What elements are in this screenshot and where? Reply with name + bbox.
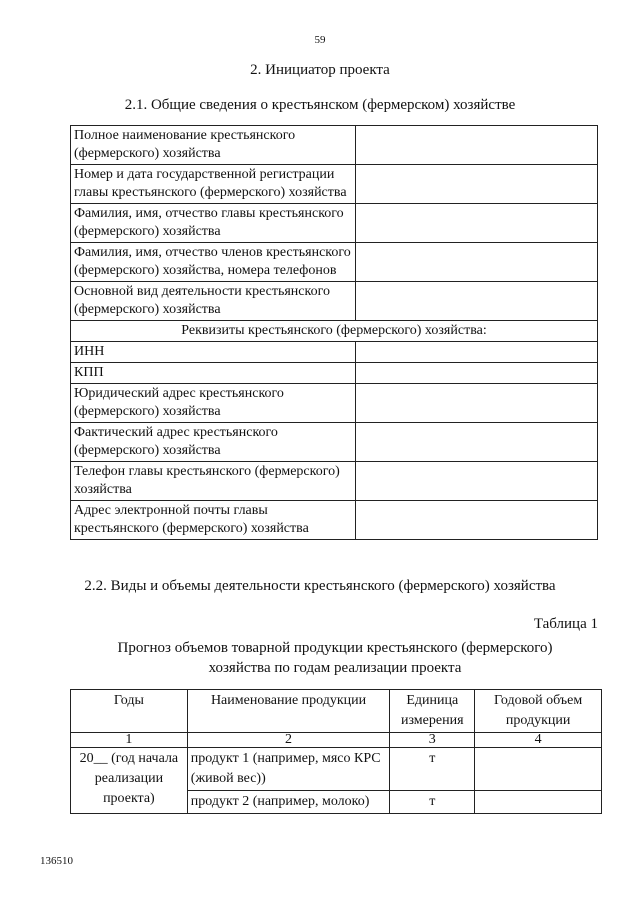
info-value — [356, 423, 598, 462]
info-value — [356, 342, 598, 363]
production-table — [70, 689, 602, 814]
column-number: 2 — [187, 733, 390, 748]
product-unit: т — [390, 748, 475, 791]
info-label: Фамилия, имя, отчество членов крестьянского (фермерского) хозяйства, номера телефонов — [71, 243, 356, 282]
column-header-volume: Годовой объем продукции — [475, 690, 602, 733]
info-label: ИНН — [71, 342, 356, 363]
info-label: Фамилия, имя, отчество главы крестьянского (фермерского) хозяйства — [71, 204, 356, 243]
table-row — [71, 748, 602, 791]
product-volume — [475, 791, 602, 814]
column-header-years: Годы — [71, 690, 188, 733]
info-value — [356, 204, 598, 243]
footer-code: 136510 — [40, 855, 73, 867]
info-value — [356, 363, 598, 384]
info-label: Адрес электронной почты главы крестьянского (фермерского) хозяйства — [71, 501, 356, 540]
product-unit: т — [390, 791, 475, 814]
farm-info-table — [70, 125, 598, 540]
column-number: 4 — [475, 733, 602, 748]
table-row — [71, 462, 598, 501]
info-value — [356, 165, 598, 204]
page-number: 59 — [314, 34, 326, 46]
product-name: продукт 1 (например, мясо КРС (живой вес)) — [187, 748, 390, 791]
table-row — [71, 342, 598, 363]
table-row — [71, 501, 598, 540]
table-row — [71, 243, 598, 282]
info-label: Основной вид деятельности крестьянского (фермерского) хозяйства — [71, 282, 356, 321]
table-row — [71, 363, 598, 384]
product-name: продукт 2 (например, молоко) — [187, 791, 390, 814]
column-number-row — [71, 733, 602, 748]
info-label: Номер и дата государственной регистрации главы крестьянского (фермерского) хозяйства — [71, 165, 356, 204]
requisites-header-row — [71, 321, 598, 342]
table-row — [71, 282, 598, 321]
info-label: КПП — [71, 363, 356, 384]
info-label: Полное наименование крестьянского (фермерского) хозяйства — [71, 126, 356, 165]
table-label: Таблица 1 — [533, 616, 598, 632]
info-label: Юридический адрес крестьянского (фермерского) хозяйства — [71, 384, 356, 423]
year-cell: 20__ (год начала реализации проекта) — [71, 748, 188, 814]
info-value — [356, 384, 598, 423]
requisites-header: Реквизиты крестьянского (фермерского) хозяйства: — [71, 321, 598, 342]
subsection-title-2: 2.2. Виды и объемы деятельности крестьянского (фермерского) хозяйства — [84, 578, 556, 594]
column-number: 3 — [390, 733, 475, 748]
info-label: Фактический адрес крестьянского (фермерского) хозяйства — [71, 423, 356, 462]
table-row — [71, 126, 598, 165]
header-row — [71, 690, 602, 733]
section-title: 2. Инициатор проекта — [250, 62, 390, 78]
column-header-product: Наименование продукции — [187, 690, 390, 733]
info-value — [356, 243, 598, 282]
product-volume — [475, 748, 602, 791]
table-row — [71, 423, 598, 462]
column-header-unit: Единица измерения — [390, 690, 475, 733]
info-label: Телефон главы крестьянского (фермерского) хозяйства — [71, 462, 356, 501]
info-value — [356, 126, 598, 165]
column-number: 1 — [71, 733, 188, 748]
subsection-title: 2.1. Общие сведения о крестьянском (фермерском) хозяйстве — [124, 97, 516, 113]
table-caption: Прогноз объемов товарной продукции крестьянского (фермерского) хозяйства по годам реализации проекта — [117, 640, 553, 676]
info-value — [356, 282, 598, 321]
table-row — [71, 204, 598, 243]
table-row — [71, 384, 598, 423]
info-value — [356, 462, 598, 501]
table-row — [71, 165, 598, 204]
info-value — [356, 501, 598, 540]
